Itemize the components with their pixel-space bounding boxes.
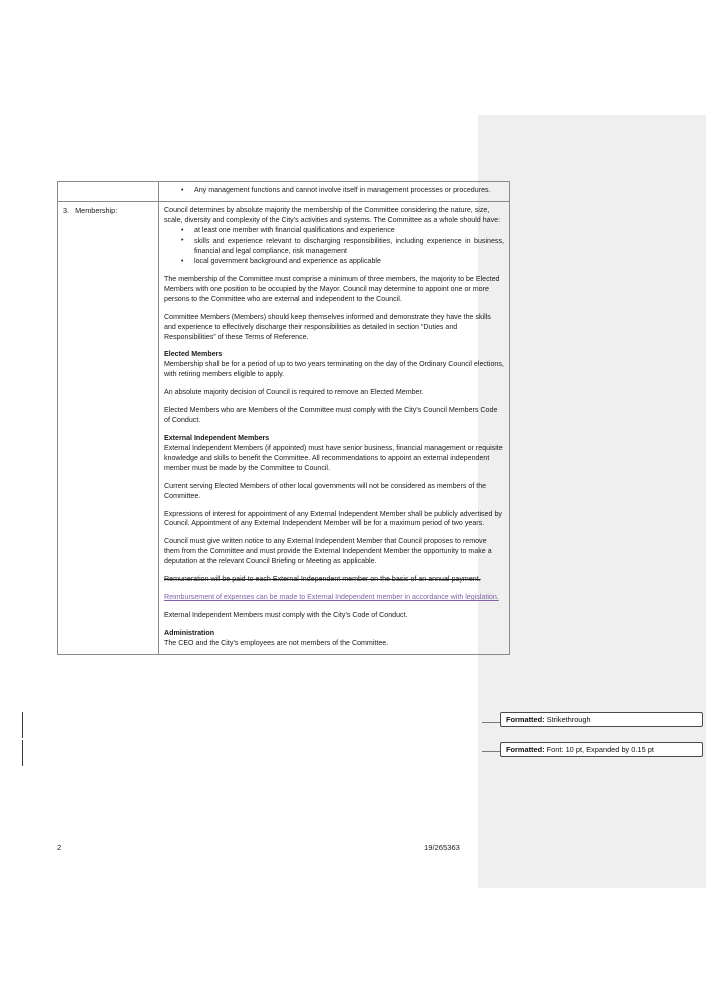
markup-gutter xyxy=(478,115,706,888)
deleted-remuneration-paragraph xyxy=(164,575,504,585)
heading-elected-members: Elected Members xyxy=(164,350,223,359)
callout-value: Strikethrough xyxy=(546,715,591,724)
administration-paragraph: The CEO and the City’s employees are not members of the Committee. xyxy=(164,638,389,647)
row-label-cell-membership xyxy=(58,202,159,654)
change-bar-deletion xyxy=(22,712,23,738)
callout-leader-line xyxy=(482,751,502,752)
footer-document-reference: 19/265363 xyxy=(424,843,460,852)
heading-external-independent-members: External Independent Members xyxy=(164,434,270,443)
change-bar-insertion xyxy=(22,740,23,766)
external-members-eoi-paragraph: Expressions of interest for appointment of any External Independent Member shall be publicly advertised by Council. Appointment of any External Independent Member will be for a maximum period of two years. xyxy=(164,509,502,528)
inserted-text: Reimbursement of expenses can be made to External Independent member in accordance with legislation. xyxy=(164,593,499,602)
table-row-continued xyxy=(58,182,510,202)
inserted-reimbursement-paragraph xyxy=(164,593,504,603)
list-item: • local government background and experience as applicable xyxy=(194,257,504,267)
table-row-membership xyxy=(58,202,510,654)
footer-page-number: 2 xyxy=(57,843,62,852)
strikethrough-text: Remuneration will be paid to each External Independent member on the basis of an annual payment. xyxy=(164,575,481,584)
external-members-exclusion-paragraph: Current serving Elected Members of other local governments will not be considered as members of the Committee. xyxy=(164,481,487,500)
heading-administration: Administration xyxy=(164,628,215,637)
list-item: • skills and experience relevant to discharging responsibilities, including experience in business, financial and legal compliance, risk management xyxy=(194,237,504,257)
row-label-cell-empty xyxy=(58,182,159,202)
external-members-code-of-conduct-paragraph: External Independent Members must comply with the City’s Code of Conduct. xyxy=(164,611,408,619)
row-label-number: 3. xyxy=(63,206,70,216)
list-item: • at least one member with financial qualifications and experience xyxy=(194,226,504,236)
row-label-text: Membership: xyxy=(75,206,118,216)
elected-members-term-paragraph: Membership shall be for a period of up to two years terminating on the day of the Ordinary Council elections, with retiring members eligible to apply. xyxy=(164,360,504,379)
row-body-cell-continued xyxy=(159,182,510,202)
elected-members-removal-paragraph: An absolute majority decision of Council is required to remove an Elected Member. xyxy=(164,388,424,397)
continued-bullet-list xyxy=(164,186,504,196)
list-item: • Any management functions and cannot involve itself in management processes or procedures. xyxy=(194,186,504,196)
formatted-callout-font[interactable] xyxy=(500,742,703,757)
membership-skills-paragraph: Committee Members (Members) should keep themselves informed and demonstrate they have the skills and experience to effectively discharge their responsibilities as detailed in section “Duties and Responsibilities” of these Terms of Reference. xyxy=(164,312,491,341)
callout-leader-line xyxy=(482,722,502,723)
elected-members-conduct-paragraph: Elected Members who are Members of the Committee must comply with the City’s Council Members Code of Conduct. xyxy=(164,406,498,425)
callout-key: Formatted: xyxy=(506,745,545,754)
external-members-notice-paragraph: Council must give written notice to any External Independent Member that Council proposes to remove them from the Committee and must provide the External Independent Member the opportunity to make a deputation at the relevant Council Briefing or Meeting as applicable. xyxy=(164,537,492,566)
terms-of-reference-table xyxy=(57,181,510,655)
callout-key: Formatted: xyxy=(506,715,545,724)
membership-criteria-list xyxy=(164,226,504,267)
row-body-cell-membership xyxy=(159,202,510,654)
callout-value: Font: 10 pt, Expanded by 0.15 pt xyxy=(546,745,654,754)
external-members-qualifications-paragraph: External Independent Members (if appointed) must have senior business, financial management or requisite knowledge and skills to benefit the Committee. All recommendations to appoint an external independent member must be made by the Committee to Council. xyxy=(164,443,503,472)
formatted-callout-strikethrough[interactable] xyxy=(500,712,703,727)
membership-intro-paragraph: Council determines by absolute majority the membership of the Committee considering the nature, size, scale, diversity and complexity of the City’s activities and systems. The Committee as a whole should have: xyxy=(164,206,501,225)
membership-composition-paragraph: The membership of the Committee must comprise a minimum of three members, the majority to be Elected Members with one position to be occupied by the Mayor. Council may determine to appoint one or more persons to the Committee who are external and independent to the Council. xyxy=(164,274,500,303)
